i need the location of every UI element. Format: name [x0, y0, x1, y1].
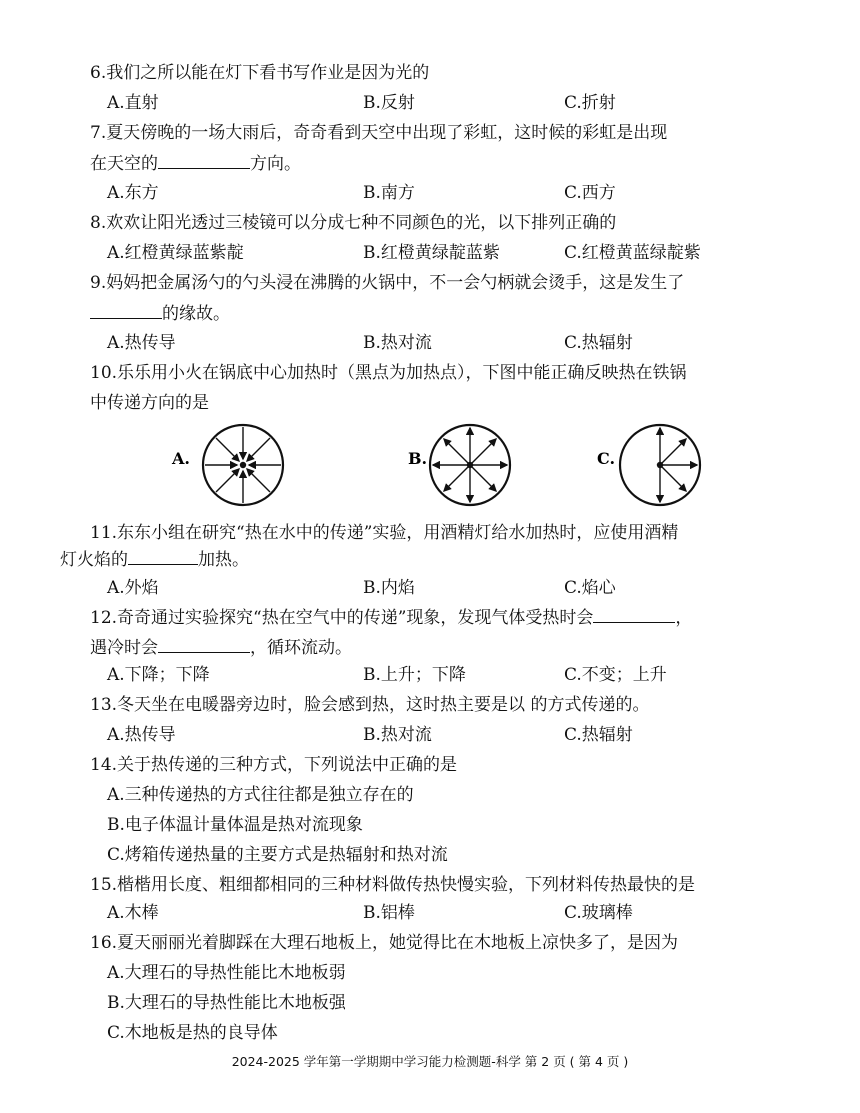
- q15-option-c[interactable]: C.玻璃棒: [564, 903, 633, 923]
- q14-option-a[interactable]: A.三种传递热的方式往往都是独立存在的: [107, 785, 414, 805]
- q11-option-a[interactable]: A.外焰: [107, 578, 159, 598]
- q9-option-c[interactable]: C.热辐射: [564, 333, 633, 353]
- q12-stem-line2: [90, 636, 352, 659]
- q10-label-c: C.: [597, 449, 616, 468]
- q16-option-a[interactable]: A.大理石的导热性能比木地板弱: [107, 963, 346, 983]
- q15-option-b[interactable]: B.铝棒: [363, 903, 415, 923]
- q13-stem: 13.冬天坐在电暖器旁边时，脸会感到热，这时热主要是以 的方式传递的。: [90, 695, 650, 715]
- q6-option-a[interactable]: A.直射: [107, 93, 159, 113]
- q16-option-c[interactable]: C.木地板是热的良导体: [107, 1023, 278, 1043]
- q15-option-a[interactable]: A.木棒: [107, 903, 159, 923]
- q10-label-b: B.: [408, 449, 428, 468]
- q10-heat-diagram: [160, 420, 720, 516]
- q11-stem-line2: [60, 548, 249, 571]
- q7-stem-part1: 在天空的: [90, 154, 158, 174]
- q11-stem-part1: 灯火焰的: [60, 550, 128, 570]
- q12-stem-part2: 遇冷时会: [90, 638, 158, 658]
- q8-option-c[interactable]: C.红橙黄蓝绿靛紫: [564, 243, 701, 263]
- q14-option-c[interactable]: C.烤箱传递热量的主要方式是热辐射和热对流: [107, 845, 448, 865]
- q10-figure-c[interactable]: [620, 425, 700, 505]
- q11-answer-blank[interactable]: [128, 548, 198, 565]
- q10-stem-line2: 中传递方向的是: [90, 393, 209, 413]
- q13-option-c[interactable]: C.热辐射: [564, 725, 633, 745]
- q9-answer-blank[interactable]: [90, 302, 162, 319]
- q12-answer-blank-1[interactable]: [593, 606, 675, 623]
- q7-option-a[interactable]: A.东方: [107, 183, 159, 203]
- q8-stem: 8.欢欢让阳光透过三棱镜可以分成七种不同颜色的光，以下排列正确的: [90, 213, 617, 233]
- q6-stem: 6.我们之所以能在灯下看书写作业是因为光的: [90, 63, 430, 83]
- q12-stem: [90, 606, 692, 629]
- q7-answer-blank[interactable]: [158, 152, 250, 169]
- q13-option-b[interactable]: B.热对流: [363, 725, 432, 745]
- q11-stem: 11.东东小组在研究“热在水中的传递”实验，用酒精灯给水加热时，应使用酒精: [90, 523, 679, 543]
- q8-option-a[interactable]: A.红橙黄绿蓝紫靛: [107, 243, 244, 263]
- q7-option-b[interactable]: B.南方: [363, 183, 415, 203]
- q7-stem: 7.夏天傍晚的一场大雨后，奇奇看到天空中出现了彩虹，这时候的彩虹是出现: [90, 123, 668, 143]
- q7-option-c[interactable]: C.西方: [564, 183, 616, 203]
- q11-option-c[interactable]: C.焰心: [564, 578, 616, 598]
- q16-stem: 16.夏天丽丽光着脚踩在大理石地板上，她觉得比在木地板上凉快多了，是因为: [90, 933, 679, 953]
- q10-stem: 10.乐乐用小火在锅底中心加热时（黑点为加热点），下图中能正确反映热在铁锅: [90, 363, 687, 383]
- q6-option-c[interactable]: C.折射: [564, 93, 616, 113]
- q10-label-a: A.: [172, 449, 190, 468]
- q15-stem: 15.楷楷用长度、粗细都相同的三种材料做传热快慢实验，下列材料传热最快的是: [90, 875, 696, 895]
- q9-stem: 9.妈妈把金属汤勺的勺头浸在沸腾的火锅中，不一会勺柄就会烫手，这是发生了: [90, 273, 685, 293]
- q13-option-a[interactable]: A.热传导: [107, 725, 176, 745]
- page-footer: 2024-2025 学年第一学期期中学习能力检测题-科学 第 2 页 ( 第 4 页 ): [231, 1054, 629, 1069]
- q8-option-b[interactable]: B.红橙黄绿靛蓝紫: [363, 243, 500, 263]
- q12-option-b[interactable]: B.上升；下降: [363, 665, 466, 685]
- q6-option-b[interactable]: B.反射: [363, 93, 415, 113]
- q16-option-b[interactable]: B.大理石的导热性能比木地板强: [107, 993, 346, 1013]
- q12-option-a[interactable]: A.下降；下降: [107, 665, 210, 685]
- q12-answer-blank-2[interactable]: [158, 636, 250, 653]
- q9-option-a[interactable]: A.热传导: [107, 333, 176, 353]
- q14-stem: 14.关于热传递的三种方式，下列说法中正确的是: [90, 755, 458, 775]
- q9-stem-part: 的缘故。: [162, 304, 230, 324]
- q9-option-b[interactable]: B.热对流: [363, 333, 432, 353]
- q7-stem-line2: [90, 152, 301, 175]
- q7-stem-part2: 方向。: [250, 154, 301, 174]
- q11-option-b[interactable]: B.内焰: [363, 578, 415, 598]
- q12-stem-end: ，: [675, 608, 693, 628]
- q14-option-b[interactable]: B.电子体温计量体温是热对流现象: [107, 815, 363, 835]
- q12-stem-part3: ，循环流动。: [250, 638, 352, 658]
- q12-stem-part1: 12.奇奇通过实验探究“热在空气中的传递”现象，发现气体受热时会: [90, 608, 594, 628]
- q11-stem-part2: 加热。: [198, 550, 249, 570]
- q9-stem-line2: [90, 302, 230, 325]
- q12-option-c[interactable]: C.不变；上升: [564, 665, 667, 685]
- q10-figure-a[interactable]: [203, 425, 283, 505]
- q10-figure-b[interactable]: [430, 425, 510, 505]
